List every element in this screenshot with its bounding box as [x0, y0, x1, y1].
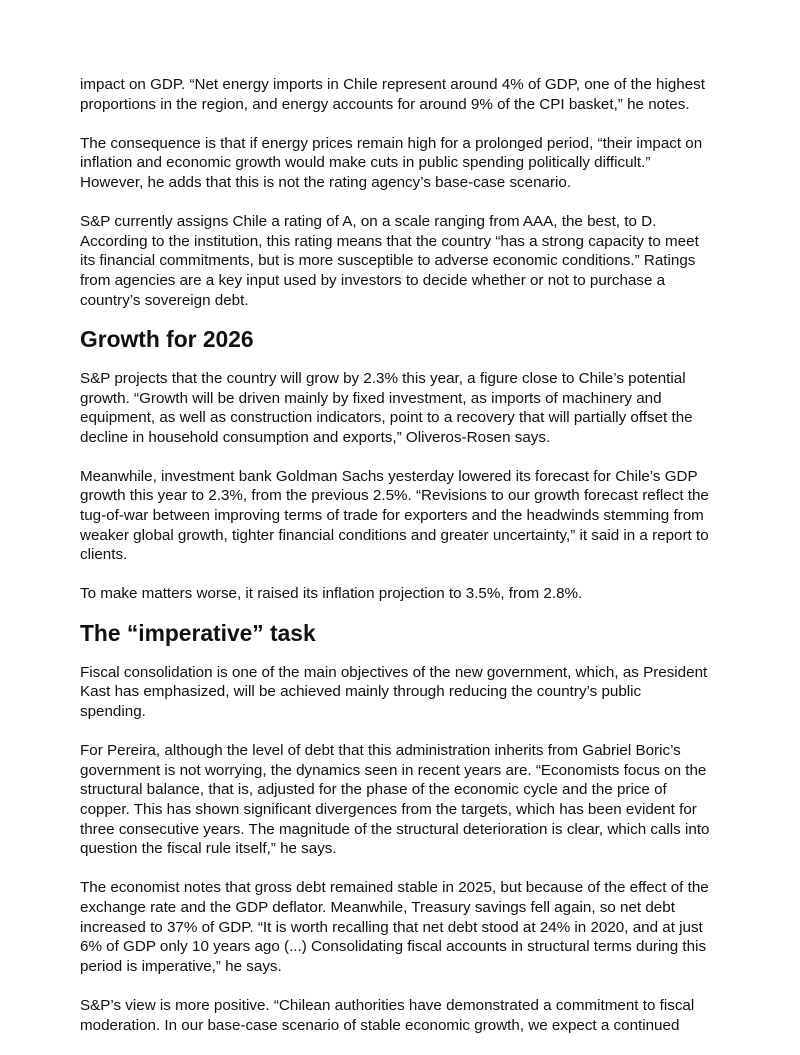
section-heading-imperative: The “imperative” task: [80, 619, 316, 646]
paragraph-energy-imports: impact on GDP. “Net energy imports in Chile represent around 4% of GDP, one of the highest proportions in the region, and energy accounts for around 9% of the CPI basket,” he notes.: [80, 76, 705, 113]
paragraph-inflation: To make matters worse, it raised its inflation projection to 3.5%, from 2.8%.: [80, 585, 583, 603]
paragraph-energy-prices: The consequence is that if energy prices remain high for a prolonged period, “their impact on inflation and economic growth would make cuts in public spending politically difficult.” However, he adds that this is not the rating agency’s base-case scenario.: [80, 134, 703, 191]
article-body: [80, 75, 728, 1055]
paragraph-goldman-sachs: Meanwhile, investment bank Goldman Sachs yesterday lowered its forecast for Chile’s GDP growth this year to 2.3%, from the previous 2.5%. “Revisions to our growth forecast reflect the tug-of-war between improving terms of trade for exporters and the headwinds stemming from weaker global growth, tighter financial conditions and greater uncertainty,” it said in a report to clients.: [80, 467, 709, 564]
paragraph-growth-projection: S&P projects that the country will grow by 2.3% this year, a figure close to Chile’s potential growth. “Growth will be driven mainly by fixed investment, as imports of machinery and equipment, as well as construction indicators, point to a recovery that will partially offset the decline in household consumption and exports,” Oliveros-Rosen says.: [80, 369, 693, 446]
paragraph-gross-debt: The economist notes that gross debt remained stable in 2025, but because of the effect of the exchange rate and the GDP deflator. Meanwhile, Treasury savings fell again, so net debt increased to 37% of GDP. “It is worth recalling that net debt stood at 24% in 2020, and at just 6% of GDP only 10 years ago (...) Consolidating fiscal accounts in structural terms during this period is imperative,” he says.: [80, 879, 709, 975]
paragraph-fiscal-consolidation: Fiscal consolidation is one of the main objectives of the new government, which, as President Kast has emphasized, will be achieved mainly through reducing the country’s public spending.: [80, 663, 708, 720]
paragraph-sp-rating: S&P currently assigns Chile a rating of A, on a scale ranging from AAA, the best, to D. According to the institution, this rating means that the country “has a strong capacity to meet its financial commitments, but is more susceptible to adverse economic conditions.” Ratings from agencies are a key input used by investors to decide whether or not to purchase a country’s sovereign debt.: [80, 213, 699, 309]
paragraph-pereira-debt: For Pereira, although the level of debt that this administration inherits from Gabriel Boric’s government is not worrying, the dynamics seen in recent years are. “Economists focus on the structural balance, that is, adjusted for the phase of the economic cycle and the price of copper. This has shown significant divergences from the targets, which has been evident for three consecutive years. The magnitude of the structural deterioration is clear, which calls into question the fiscal rule itself,” he says.: [80, 742, 710, 858]
section-heading-growth: Growth for 2026: [80, 325, 254, 352]
paragraph-sp-view: S&P’s view is more positive. “Chilean authorities have demonstrated a commitment to fiscal moderation. In our base-case scenario of stable economic growth, we expect a continued: [80, 996, 695, 1034]
